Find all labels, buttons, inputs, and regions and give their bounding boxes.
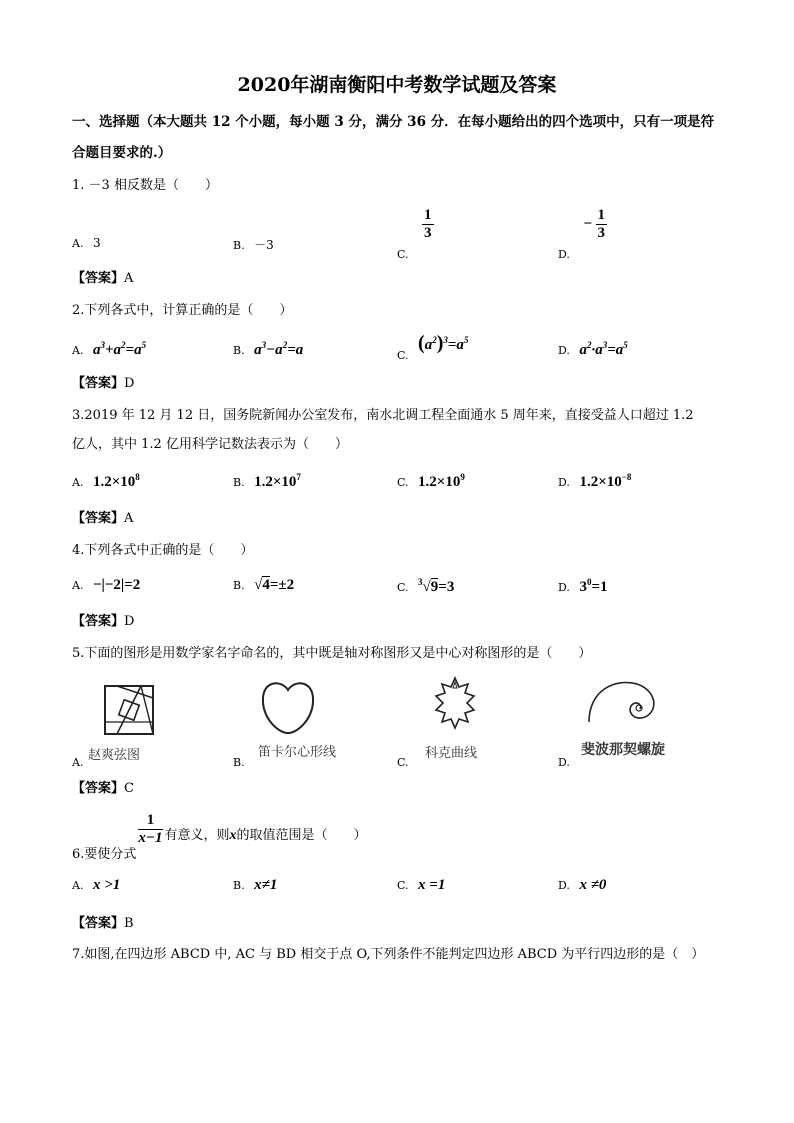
sci-base: 1.2×10 (92, 474, 136, 490)
answer-label: 【答案】 (72, 271, 125, 286)
option-text: －3 (254, 238, 274, 252)
q5-answer (72, 777, 134, 796)
option-label: A. (72, 476, 84, 489)
fraction-numerator: 1 (138, 812, 162, 830)
option-formula: x ≠0 (579, 877, 607, 893)
question-4-stem: 4.下列各式中正确的是（ ） (72, 543, 254, 558)
section-header-line2: 合题目要求的.） (72, 145, 172, 161)
option-label: C. (397, 581, 409, 594)
answer-label: 【答案】 (72, 916, 125, 931)
q5-caption-b: 笛卡尔心形线 (258, 745, 337, 760)
q6-answer (72, 912, 134, 931)
option-label: D. (558, 476, 570, 489)
q2-answer (72, 372, 134, 391)
fraction-numerator: 1 (597, 207, 605, 223)
q5-caption-c: 科克曲线 (425, 746, 478, 761)
option-label: A. (72, 579, 84, 592)
fibonacci-spiral-figure (585, 674, 665, 726)
option-label: B. (233, 239, 245, 252)
sci-base: 1.2×10 (418, 474, 461, 490)
fraction (138, 812, 162, 847)
q1-answer (72, 267, 133, 286)
minus-sign: − (583, 215, 592, 232)
option-label: C. (397, 247, 409, 261)
option-formula: x≠1 (254, 877, 278, 893)
q3-option-a (72, 472, 140, 491)
question-5-stem: 5.下面的图形是用数学家名字命名的，其中既是轴对称图形又是中心对称图形的是（ ） (72, 646, 592, 661)
q3-option-d (558, 472, 631, 491)
cardioid-figure (258, 676, 318, 738)
formula: −|−2|=2 (92, 577, 141, 593)
q1-option-d (558, 207, 607, 261)
question-7-stem: 7.如图,在四边形 ABCD 中, AC 与 BD 相交于点 O,下列条件不能判定四边形 ABCD 为平行四边形的是（ ） (72, 947, 705, 962)
fraction-denominator: x−1 (138, 830, 163, 846)
q6-option-c (397, 877, 445, 894)
option-label: A. (72, 237, 84, 250)
option-text: 3 (92, 236, 101, 250)
formula: $a^3-a^2=a$ (254, 340, 304, 358)
question-6-stem (72, 812, 367, 862)
option-label: D. (558, 879, 570, 892)
q6-option-d (558, 877, 606, 894)
q6-option-a (72, 877, 120, 894)
option-formula: x >1 (92, 877, 121, 893)
answer-label: 【答案】 (72, 614, 125, 629)
q3-option-c (397, 472, 465, 491)
answer-value: A (124, 511, 134, 526)
formula: $a^2\cdot a^3=a^5$ (579, 340, 628, 358)
answer-value: D (124, 614, 135, 629)
zhao-shuang-diagram-figure (103, 684, 155, 736)
answer-value: A (124, 271, 134, 286)
fraction (422, 207, 434, 242)
q4-option-a (72, 577, 140, 594)
answer-value: B (124, 916, 134, 931)
q5-caption-d: 斐波那契螺旋 (581, 742, 665, 758)
q5-option-d-label: D. (558, 756, 570, 769)
q1-option-b (233, 236, 274, 253)
option-label: B. (233, 579, 245, 592)
option-label: C. (397, 349, 409, 362)
q5-caption-a: 赵爽弦图 (88, 748, 141, 763)
sci-base: 1.2×10 (254, 474, 297, 490)
q2-option-a (72, 340, 146, 359)
option-label: C. (397, 879, 409, 892)
answer-value: D (124, 376, 135, 391)
q6-option-b (233, 877, 277, 894)
formula: √4=±2 (254, 577, 295, 593)
fraction-denominator: 3 (597, 225, 605, 241)
answer-label: 【答案】 (72, 781, 125, 796)
q3-option-b (233, 472, 301, 491)
sci-exponent: 8 (135, 472, 140, 482)
stem-text: 有意义，则 (164, 828, 230, 843)
q4-option-c (397, 577, 454, 596)
q2-option-d (558, 340, 628, 359)
fraction (596, 207, 608, 242)
variable: x (229, 828, 237, 843)
option-label: B. (233, 344, 245, 357)
option-label: C. (397, 476, 409, 489)
option-label: D. (558, 247, 570, 261)
fraction-numerator: 1 (424, 207, 432, 223)
question-3-stem-line1: 3.2019 年 12 月 12 日，国务院新闻办公室发布，南水北调工程全面通水 5 周年来，直接受益人口超过 1.2 (72, 408, 694, 423)
option-label: B. (233, 879, 245, 892)
answer-label: 【答案】 (72, 376, 125, 391)
option-label: A. (72, 344, 84, 357)
option-label: D. (558, 344, 570, 357)
q3-answer (72, 507, 133, 526)
sci-exponent: 7 (296, 472, 301, 482)
answer-value: C (124, 781, 134, 796)
option-label: A. (72, 879, 84, 892)
formula: $a^3+a^2=a^5$ (92, 340, 147, 358)
koch-snowflake-figure (424, 674, 486, 736)
q5-option-a-label: A. (72, 756, 84, 769)
q5-option-b-label: B. (233, 756, 245, 769)
q5-option-c-label: C. (397, 756, 409, 769)
question-3-stem-line2: 亿人，其中 1.2 亿用科学记数法表示为（ ） (72, 437, 348, 452)
q4-option-d (558, 577, 608, 596)
q4-option-b (233, 577, 294, 594)
answer-label: 【答案】 (72, 511, 125, 526)
option-label: D. (558, 581, 570, 594)
option-formula: x =1 (418, 877, 446, 893)
stem-text: 6.要使分式 (72, 847, 137, 862)
question-1-stem: 1. －3 相反数是（ ） (72, 178, 218, 193)
page-title: 2020年湖南衡阳中考数学试题及答案 (237, 74, 557, 96)
sci-exponent: −8 (621, 472, 632, 482)
q2-option-b (233, 340, 303, 359)
sci-exponent: 9 (460, 472, 465, 482)
sci-base: 1.2×10 (579, 474, 622, 490)
q4-answer (72, 610, 134, 629)
q2-option-c (397, 332, 469, 362)
question-2-stem: 2.下列各式中，计算正确的是（ ） (72, 303, 293, 318)
stem-text: 的取值范围是（ ） (236, 828, 367, 843)
formula: $(a^2)^3=a^5$ (418, 332, 469, 354)
fraction-denominator: 3 (424, 225, 432, 241)
formula: $^3$√9=3 (418, 577, 455, 595)
option-label: B. (233, 476, 245, 489)
q1-option-a (72, 236, 101, 250)
formula: $3^0=1$ (579, 577, 608, 595)
q1-option-c (397, 207, 434, 261)
section-header-line1: 一、选择题（本大题共 12 个小题，每小题 3 分，满分 36 分．在每小题给出的四个选项中，只有一项是符 (72, 114, 715, 130)
